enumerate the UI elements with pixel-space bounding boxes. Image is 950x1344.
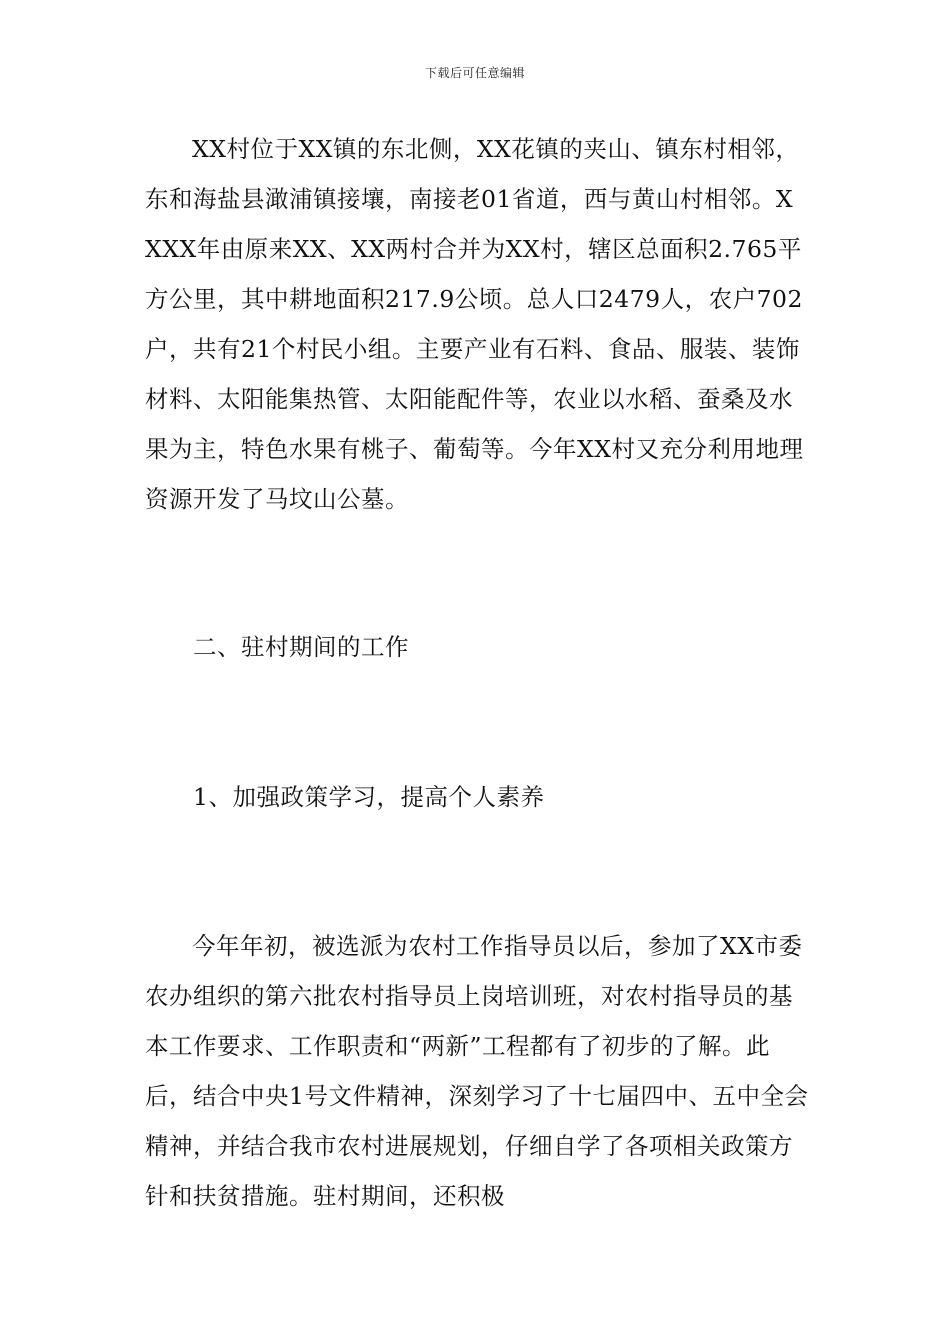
body-paragraph-village-intro: XX村位于XX镇的东北侧，XX花镇的夹山、镇东村相邻，东和海盐县澉浦镇接壤，南接老01省道，西与黄山村相邻。XXXX年由原来XX、XX两村合并为XX村，辖区总面积2.765平方公里，其中耕地面积217.9公顷。总人口2479人，农户702户，共有21个村民小组。主要产业有石料、食品、服装、装饰材料、太阳能集热管、太阳能配件等，农业以水稻、蚕桑及水果为主，特色水果有桃子、葡萄等。今年XX村又充分利用地理资源开发了马坟山公墓。 xyxy=(145,135,804,513)
body-paragraph-policy-study: 今年年初，被选派为农村工作指导员以后，参加了XX市委农办组织的第六批农村指导员上岗培训班，对农村指导员的基本工作要求、工作职责和“两新”工程都有了初步的了解。此后，结合中央1号文件精神，深刻学习了十七届四中、五中全会精神，并结合我市农村进展规划，仔细自学了各项相关政策方针和扶贫措施。驻村期间，还积极 xyxy=(145,932,809,1210)
subsection-heading: 1、加强政策学习，提高个人素养 xyxy=(193,783,545,811)
section-heading: 二、驻村期间的工作 xyxy=(193,633,409,661)
header-note: 下载后可任意编辑 xyxy=(424,66,525,80)
